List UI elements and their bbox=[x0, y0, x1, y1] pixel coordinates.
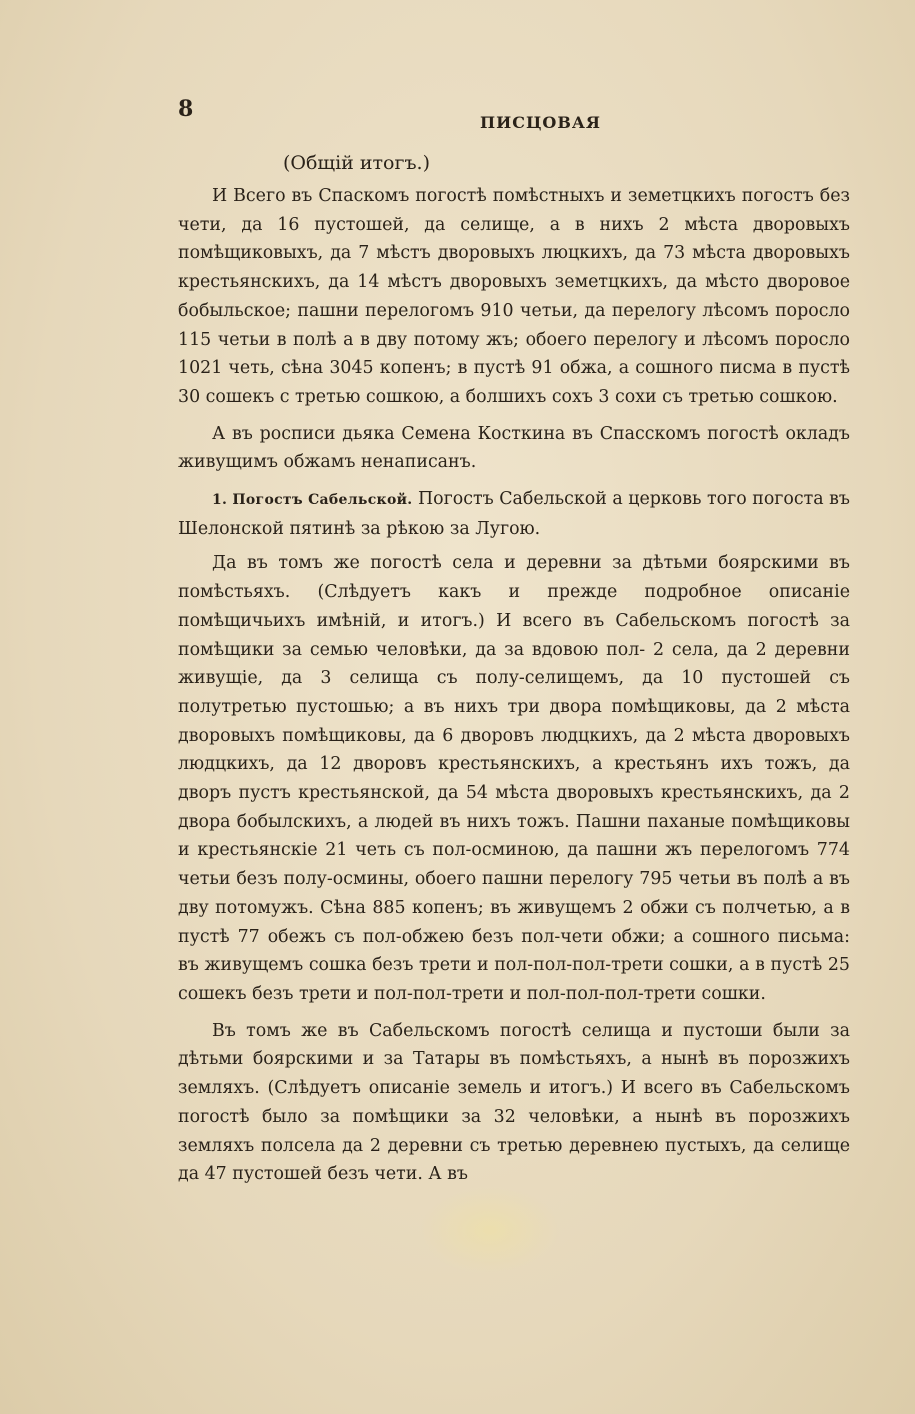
paragraph-sabelsky-vacant: Въ томъ же въ Сабельскомъ погостѣ селища и пустоши были за дѣтьми боярскими и за Татары въ помѣстьяхъ, а нынѣ въ порозжихъ земляхъ. (Слѣдуетъ описаніе земель и итогъ.) И всего въ Сабельскомъ погостѣ было за помѣщики за 32 человѣки, а нынѣ въ порозжихъ земляхъ полсела да 2 деревни съ третью деревнею пустыхъ, да селище да 47 пустошей безъ чети. А въ bbox=[178, 1020, 850, 1185]
page-number: 8 bbox=[178, 96, 194, 122]
body-text bbox=[178, 148, 850, 1197]
section-title: (Общій итогъ.) bbox=[283, 152, 430, 174]
pogost-heading: 1. Погостъ Сабельской. bbox=[212, 492, 413, 509]
paragraph-sabelsky-heading bbox=[178, 485, 850, 543]
pogost-description: Погостъ Сабельской а церковь того погоста въ Шелонской пятинѣ за рѣкою за Лугою. bbox=[178, 489, 850, 539]
paragraph-sabelsky-estates: Да въ томъ же погостѣ села и деревни за дѣтьми боярскими въ помѣстьяхъ. (Слѣдуетъ какъ и прежде подробное описаніе помѣщичьихъ имѣній, и итогъ.) И всего въ Сабельскомъ погостѣ за помѣщики за семью человѣки, да за вдовою пол- 2 села, да 2 деревни живущіе, да 3 селища съ полу-селищемъ, да 10 пустошей съ полутретью пустошью; а въ нихъ три двора помѣщиковы, да 2 мѣста дворовыхъ помѣщиковы, да 6 дворовъ людцкихъ, да 2 мѣста дворовыхъ людцкихъ, да 12 дворовъ крестьянскихъ, а крестьянъ ихъ тожъ, да дворъ пустъ крестьянской, да 54 мѣста дворовыхъ крестьянскихъ, да 2 двора бобылскихъ, а людей въ нихъ тожъ. Пашни паханые помѣщиковы и крестьянскіе 21 четь съ пол-осминою, да пашни жъ перелогомъ 774 четьи безъ полу-осмины, обоего пашни перелогу 795 четьи въ полѣ а въ дву потомужъ. Сѣна 885 копенъ; въ живущемъ 2 обжи съ полчетью, а в пустѣ 77 обежъ съ пол-обжею безъ пол-чети обжи; а сошного письма: въ живущемъ сошка безъ трети и пол-пол-пол-трети сошки, а в пустѣ 25 сошекъ безъ трети и пол-пол-трети и пол-пол-пол-трети сошки. bbox=[178, 553, 850, 1004]
paragraph-kostkin-note: А въ росписи дьяка Семена Косткина въ Спасскомъ погостѣ окладъ живущимъ обжамъ ненаписанъ. bbox=[178, 423, 850, 473]
running-title: ПИСЦОВАЯ bbox=[480, 113, 602, 132]
paper-stain bbox=[420, 1185, 560, 1275]
paragraph-total-spassky: И Всего въ Спаскомъ погостѣ помѣстныхъ и земетцкихъ погостъ без чети, да 16 пустошей, да селище, а в нихъ 2 мѣста дворовыхъ помѣщиковыхъ, да 7 мѣстъ дворовыхъ люцкихъ, да 73 мѣста дворовыхъ крестьянскихъ, да 14 мѣстъ дворовыхъ земетцкихъ, да мѣсто дворовое бобыльское; пашни перелогомъ 910 четьи, да перелогу лѣсомъ поросло 115 четьи в полѣ а в дву потому жъ; обоего перелогу и лѣсомъ поросло 1021 четь, сѣна 3045 копенъ; в пустѣ 91 обжа, а сошного писма в пустѣ 30 сошекъ с третью сошкою, а болшихъ сохъ 3 сохи съ третью сошкою. bbox=[178, 186, 850, 407]
